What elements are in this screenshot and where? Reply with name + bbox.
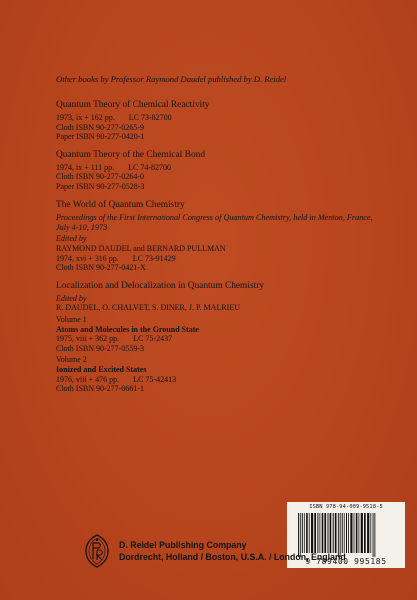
book-details xyxy=(56,113,396,123)
volume-label: Volume 1 xyxy=(56,314,87,324)
edited-by-label: Edited by xyxy=(56,293,87,303)
editors: R. DAUDEL, O. CHALVET, S. DINER, J. P. MALRIEU xyxy=(56,303,241,313)
barcode-bar xyxy=(361,513,363,553)
barcode-bar xyxy=(367,513,369,553)
isbn-line: Paper ISBN 90-277-0528-3 xyxy=(56,181,145,191)
lc-number: LC 75-2437 xyxy=(133,334,173,344)
book-title: Quantum Theory of the Chemical Bond xyxy=(56,149,206,160)
lc-number: LC 73-82700 xyxy=(128,113,172,122)
proceedings-note: Proceedings of the First International Congress of Quantum Chemistry, held in Menton, France, July 4-10, 1973 xyxy=(56,212,373,232)
pages-info: 1974, ix + 111 pp. xyxy=(56,162,115,172)
book-details xyxy=(56,375,396,385)
book-details xyxy=(56,163,396,173)
isbn-line: Cloth ISBN 90-277-0265-9 xyxy=(56,122,144,132)
barcode-bar xyxy=(370,513,371,553)
lc-number: LC 75-42413 xyxy=(133,374,177,384)
isbn-line: Paper ISBN 90-277-0420-1 xyxy=(56,132,145,142)
isbn-line: Cloth ISBN 90-277-0421-X xyxy=(56,263,146,273)
publisher-locations: Dordrecht, Holland / Boston, U.S.A. / London, England xyxy=(119,552,346,562)
barcode-bar xyxy=(373,513,374,557)
barcode-bar xyxy=(364,513,366,553)
intro-line: Other books by Professor Raymond Daudel published by D. Reidel xyxy=(56,74,287,84)
volume-title: Ionized and Excited States xyxy=(56,364,147,374)
book-list xyxy=(56,99,396,401)
book-entry xyxy=(56,199,396,273)
publisher-logo-icon xyxy=(84,534,110,573)
lc-number: LC 73-91429 xyxy=(132,253,176,263)
barcode-bar xyxy=(354,513,355,553)
barcode-digits: 9 789400 995185 xyxy=(305,557,387,566)
pages-info: 1975, viii + 362 pp. xyxy=(56,334,120,344)
book-title: Quantum Theory of Chemical Reactivity xyxy=(56,100,210,110)
isbn-label: ISBN 978-94-009-9518-5 xyxy=(309,504,383,510)
pages-info: 1974, xvi + 316 pp. xyxy=(56,253,119,263)
isbn-line: Cloth ISBN 90-277-0559-3 xyxy=(56,343,144,353)
isbn-line: Cloth ISBN 90-277-0264-0 xyxy=(56,172,144,182)
barcode-bar xyxy=(359,513,360,553)
barcode-bar xyxy=(348,513,349,553)
isbn-line: Cloth ISBN 90-277-0661-1 xyxy=(56,384,144,394)
pages-info: 1976, viii + 476 pp. xyxy=(56,374,120,384)
book-entry xyxy=(56,149,396,192)
publisher-block xyxy=(119,539,346,563)
pages-info: 1973, ix + 162 pp. xyxy=(56,113,115,122)
book-details xyxy=(56,334,396,344)
book-entry xyxy=(56,99,396,142)
barcode-bar xyxy=(374,513,375,557)
book-title: Localization and Delocalization in Quantum Chemistry xyxy=(56,280,265,291)
publisher-name: D. Reidel Publishing Company xyxy=(119,540,247,550)
barcode-bar xyxy=(356,513,358,553)
lc-number: LC 74-82700 xyxy=(128,162,172,172)
barcode-bar xyxy=(350,513,352,553)
book-title: The World of Quantum Chemistry xyxy=(56,199,185,210)
volume-title: Atoms and Molecules in the Ground State xyxy=(56,324,199,334)
editors: RAYMOND DAUDEL and BERNARD PULLMAN xyxy=(56,243,226,253)
book-entry xyxy=(56,280,396,394)
barcode-bar xyxy=(346,513,347,553)
book-details xyxy=(56,254,396,264)
volume-label: Volume 2 xyxy=(56,355,87,365)
edited-by-label: Edited by xyxy=(56,234,87,244)
